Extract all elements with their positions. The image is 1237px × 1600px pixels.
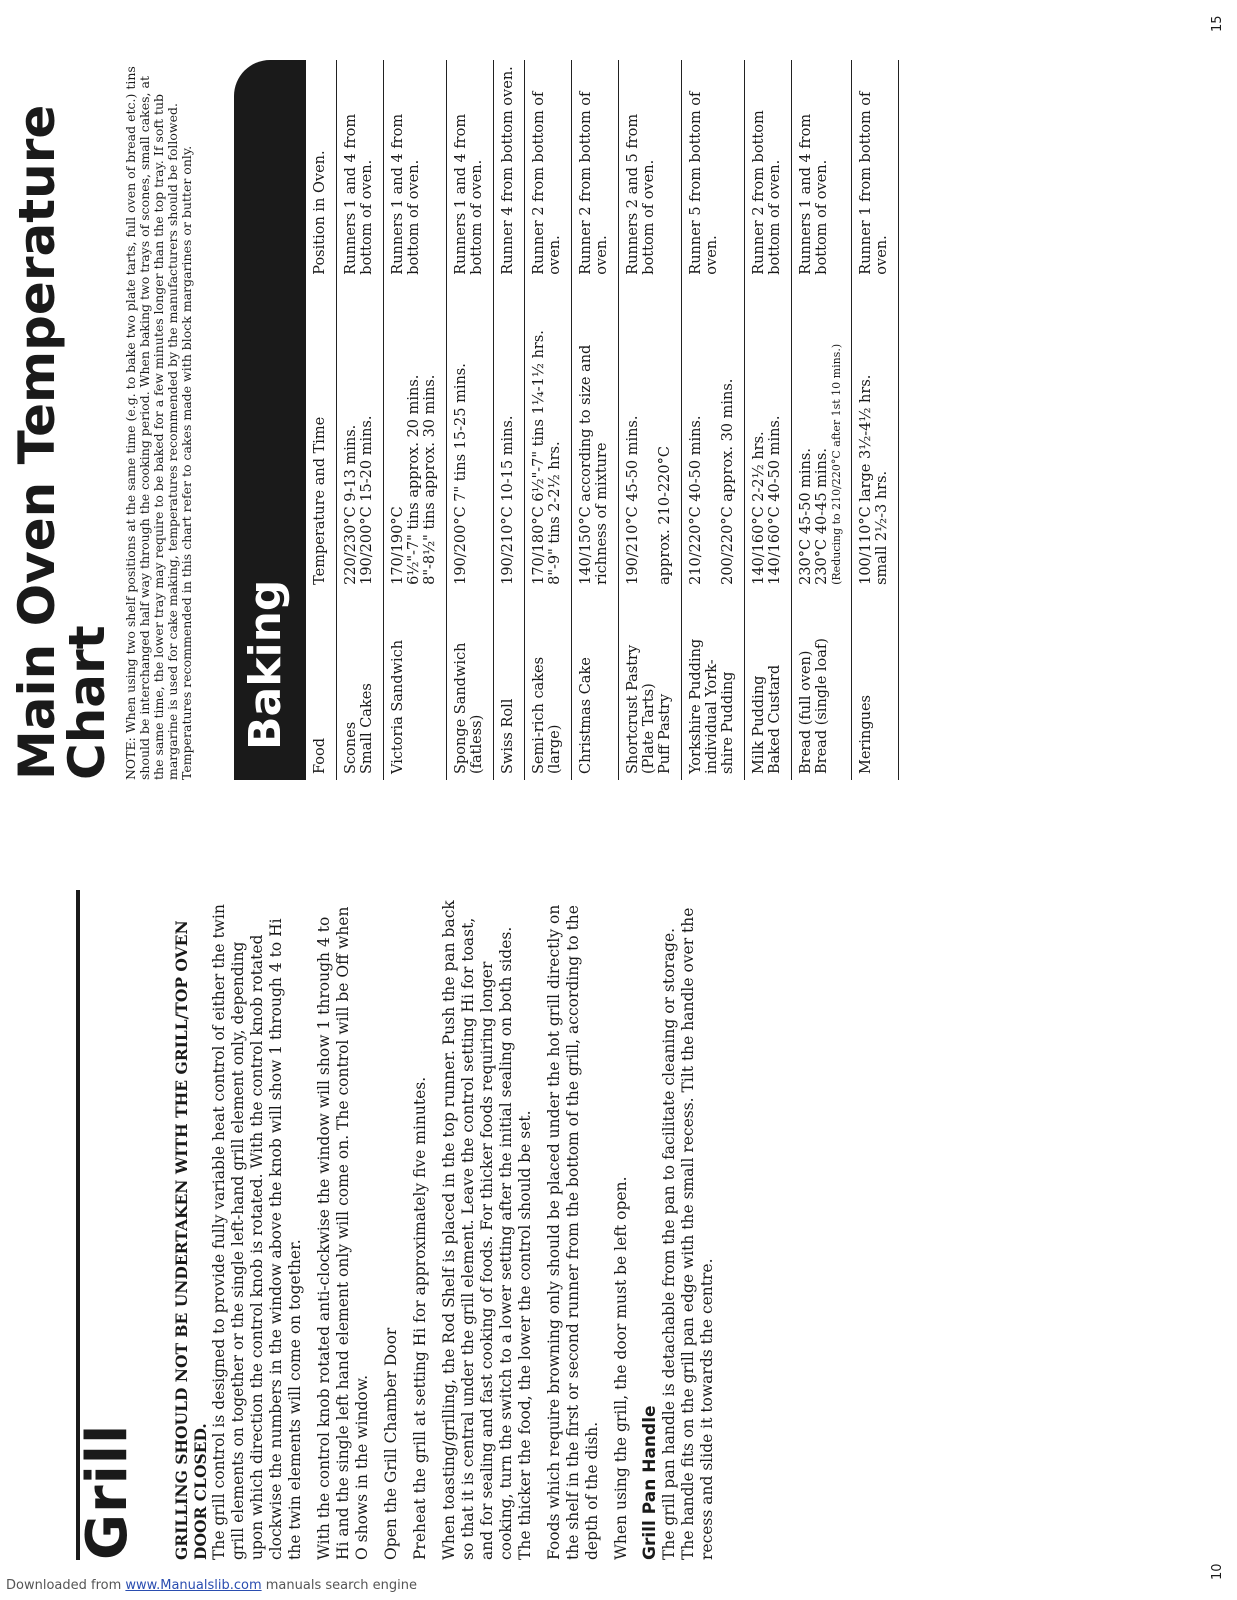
cell-position (572, 60, 619, 281)
cell-temp-text: 220/230°C 9-13 mins. 190/200°C 15-20 mins. (343, 415, 375, 585)
header-temp: Temperature and Time (312, 416, 328, 585)
cell-food-text: Swiss Roll (500, 698, 516, 774)
cell-temp-text: 190/210°C 10-15 mins. (500, 415, 516, 585)
cell-position-text: Runners 1 and 4 from bottom of oven. (798, 113, 830, 275)
page-number-right: 15 (1210, 15, 1225, 32)
cell-food-text: Shortcrust Pastry (Plate Tarts) Puff Pastry (625, 644, 673, 774)
cell-food-text: Yorkshire Pudding individual York- shire Pudding (688, 638, 736, 774)
footer-suffix: manuals search engine (261, 1578, 418, 1593)
cell-temp (852, 281, 899, 591)
page-number-left: 10 (1210, 1563, 1225, 1580)
table-row (447, 60, 494, 780)
grill-para-5: When toasting/grilling, the Rod Shelf is placed in the top runner. Push the pan back so that it is central under the grill element. Leave the control setting Hi for toast, and for sealing and fast cooking of foods. For thicker foods requiring longer cooking, turn the switch to a lower setting after the initial sealing on both sides. The thicker the food, the lower the control should be set. (440, 900, 534, 1560)
cell-position (792, 60, 852, 281)
cell-position-text: Runner 2 from bottom of oven. (531, 91, 563, 275)
cell-position (619, 60, 682, 281)
grill-para-4: Preheat the grill at setting Hi for approximately five minutes. (411, 1076, 429, 1560)
cell-food-text: Scones Small Cakes (343, 683, 375, 774)
cell-food-text: Bread (full oven) Bread (single loaf) (798, 638, 830, 774)
cell-temp-text: 170/190°C 6½"-7" tins approx. 20 mins. 8"-8½" tins approx. 30 mins. (390, 374, 438, 585)
cell-position-text: Runner 2 from bottom bottom of oven. (751, 110, 783, 275)
table-row (682, 60, 745, 780)
cell-position-text: Runners 2 and 5 from bottom of oven. (625, 113, 657, 275)
grill-title: Grill (75, 1423, 140, 1560)
cell-temp-text: 140/160°C 2-2½ hrs. 140/160°C 40-50 mins. (751, 415, 783, 585)
cell-food-text: Christmas Cake (578, 657, 594, 774)
cell-food (337, 591, 384, 780)
cell-temp (447, 281, 494, 591)
grill-handle-para-1: The grill pan handle is detachable from the pan to facilitate cleaning or storage. (660, 927, 678, 1560)
cell-position (852, 60, 899, 281)
cell-food (384, 591, 447, 780)
cell-food-text: Semi-rich cakes (large) (531, 656, 563, 774)
cell-position-text: Runner 2 from bottom of oven. (578, 91, 610, 275)
cell-food (682, 591, 745, 780)
cell-temp (792, 281, 852, 591)
baking-table (306, 60, 899, 780)
cell-temp (619, 281, 682, 591)
footer-link[interactable]: www.Manualslib.com (125, 1578, 262, 1593)
footer (6, 1578, 417, 1593)
cell-position-text: Runner 1 from bottom of oven. (858, 91, 890, 275)
cell-food (494, 591, 525, 780)
table-row (572, 60, 619, 780)
grill-para-1: The grill control is designed to provide fully variable heat control of either the twin grill elements on together or the single left-hand grill element only, depending upon which direction the control knob is rotated. With the control knob rotated clockwise the numbers in the window above the knob will show 1 through 4 to Hi the twin elements will come on together. (210, 904, 304, 1560)
cell-position (745, 60, 792, 281)
cell-position (384, 60, 447, 281)
chart-note: NOTE: When using two shelf positions at the same time (e.g. to bake two plate tarts, full oven of bread etc.) tins should be interchanged half way through the cooking period. When baking two trays of scones, small cakes, at the same time, the lower tray may require to be baked for a few minutes longer than the top tray. If soft tub margarine is used for cake making, temperatures recommended by the manufacturers should be followed. Temperatures recommended in this chart refer to cakes made with block margarines or butter only. (123, 66, 194, 780)
cell-position (494, 60, 525, 281)
footer-prefix: Downloaded from (6, 1578, 126, 1593)
cell-position (682, 60, 745, 281)
header-position: Position in Oven. (312, 150, 328, 275)
cell-temp (682, 281, 745, 591)
table-row (619, 60, 682, 780)
cell-temp-text: 140/150°C according to size and richness of mixture (578, 344, 610, 585)
cell-food-text: Milk Pudding Baked Custard (751, 664, 783, 774)
grill-title-rule (76, 890, 80, 1560)
cell-food-text: Meringues (858, 695, 874, 774)
table-row (494, 60, 525, 780)
cell-position-text: Runners 1 and 4 from bottom of oven. (390, 113, 422, 275)
cell-temp-text: 100/110°C large 3½-4½ hrs. small 2½-3 hrs. (858, 374, 890, 585)
cell-temp-text: 190/200°C 7" tins 15-25 mins. (453, 363, 469, 585)
grill-body (172, 900, 727, 1560)
cell-temp (337, 281, 384, 591)
chart-page (8, 40, 890, 780)
cell-food (572, 591, 619, 780)
grill-page (75, 880, 716, 1560)
table-row (745, 60, 792, 780)
table-row (525, 60, 572, 780)
cell-position-text: Runner 5 from bottom of oven. (688, 91, 720, 275)
cell-food (619, 591, 682, 780)
cell-temp-note: (Reducing to 210/220°C after 1st 10 mins.) (830, 343, 843, 585)
table-row (384, 60, 447, 780)
cell-position-text: Runners 1 and 4 from bottom of oven. (343, 113, 375, 275)
cell-temp (384, 281, 447, 591)
table-row (792, 60, 852, 780)
cell-temp (525, 281, 572, 591)
cell-food-text: Victoria Sandwich (390, 639, 406, 774)
cell-position-text: Runner 4 from bottom oven. (500, 66, 516, 275)
table-row (852, 60, 899, 780)
cell-temp-text: 190/210°C 45-50 mins. approx. 210-220°C (625, 415, 673, 585)
grill-para-2: With the control knob rotated anti-clockwise the window will show 1 through 4 to Hi and the single left hand element only will come on. The control will be Off when O shows in the window. (315, 906, 371, 1560)
cell-position-text: Runners 1 and 4 from bottom of oven. (453, 113, 485, 275)
baking-title: Baking (240, 579, 291, 750)
grill-pan-handle-title: Grill Pan Handle (640, 1405, 660, 1560)
cell-temp-text: 230°C 45-50 mins. 230°C 40-45 mins. (798, 448, 830, 585)
grill-handle-para-2: The handle fits on the grill pan edge with the small recess. Tilt the handle over the recess and slide it towards the centre. (679, 907, 716, 1560)
cell-position (447, 60, 494, 281)
chart-title: Main Oven Temperature Chart (8, 104, 116, 780)
cell-food (792, 591, 852, 780)
grill-para-7: When using the grill, the door must be left open. (612, 1176, 630, 1560)
baking-chart (234, 60, 1237, 780)
header-food: Food (312, 737, 328, 774)
cell-food-text: Sponge Sandwich (fatless) (453, 642, 485, 774)
cell-food (447, 591, 494, 780)
grill-para-6: Foods which require browning only should be placed under the hot grill directly on the shelf in the first or second runner from the bottom of the grill, according to the depth of the dish. (545, 904, 601, 1560)
cell-position (337, 60, 384, 281)
table-row (337, 60, 384, 780)
cell-food (852, 591, 899, 780)
grill-para-3: Open the Grill Chamber Door (382, 1327, 400, 1560)
cell-temp (572, 281, 619, 591)
cell-temp (494, 281, 525, 591)
cell-temp-text: 170/180°C 6½"-7" tins 1¼-1½ hrs. 8"-9" tins 2-2½ hrs. (531, 330, 563, 585)
cell-food (525, 591, 572, 780)
cell-temp (745, 281, 792, 591)
cell-position (525, 60, 572, 281)
baking-band (234, 60, 306, 780)
cell-temp-text: 210/220°C 40-50 mins. 200/220°C approx. 30 mins. (688, 378, 736, 585)
table-header-row (306, 60, 337, 780)
grill-warning: GRILLING SHOULD NOT BE UNDERTAKEN WITH THE GRILL/TOP OVEN DOOR CLOSED. (172, 920, 210, 1560)
cell-food (745, 591, 792, 780)
